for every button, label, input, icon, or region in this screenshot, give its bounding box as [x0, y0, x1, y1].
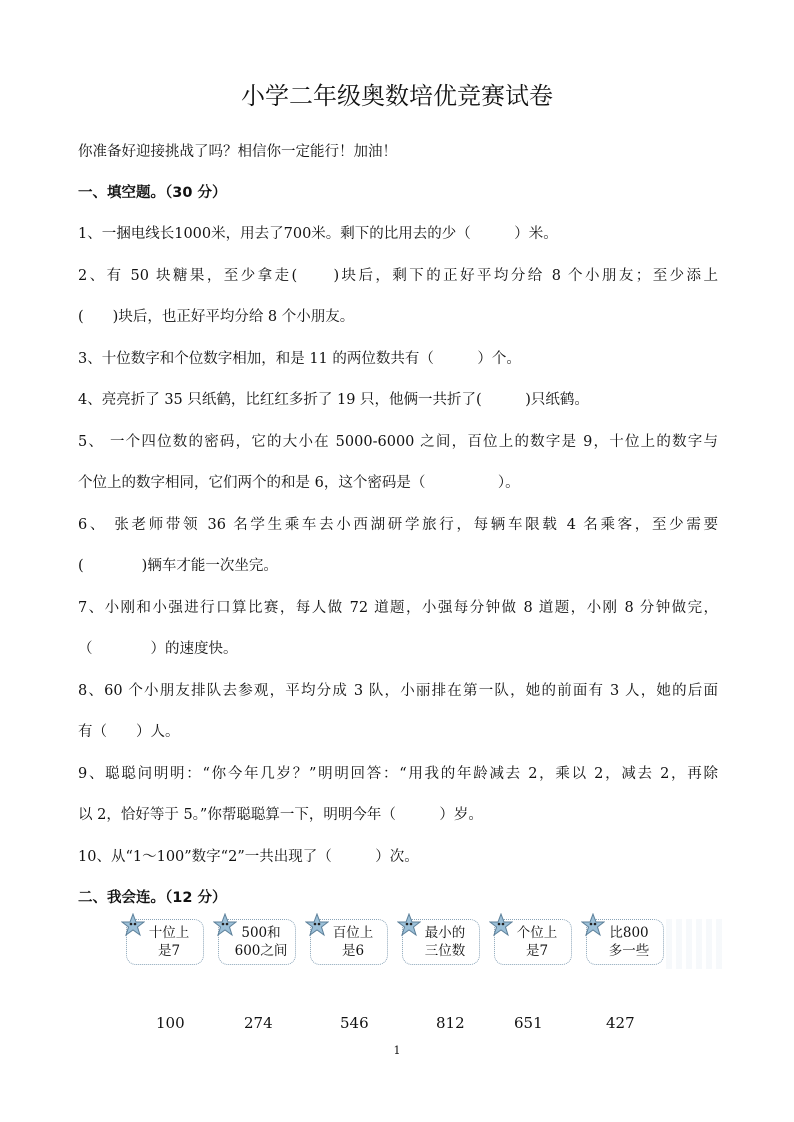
question-line: 6、 张老师带领 36 名学生乘车去小西湖研学旅行，每辆车限载 4 名乘客，至少需要: [78, 517, 718, 533]
page-number: 1: [393, 1044, 401, 1057]
question-line: 5、 一个四位数的密码，它的大小在 5000-6000 之间，百位上的数字是 9，十位上的数字与: [78, 434, 718, 450]
page-title: 小学二年级奥数培优竞赛试卷: [241, 82, 553, 110]
card-text: 十位上 是7: [148, 925, 190, 959]
card-text: 最小的 三位数: [424, 925, 466, 959]
section1-heading: 一、填空题。（30 分）: [78, 185, 227, 201]
match-card[interactable]: [310, 919, 388, 965]
question-line: 1、一捆电线长1000米，用去了700米。剩下的比用去的少（ ）米。: [78, 226, 558, 242]
match-number[interactable]: 546: [340, 1014, 369, 1032]
question-line: 9、聪聪问明明：“你今年几岁？”明明回答：“用我的年龄减去 2，乘以 2，减去 2，再除: [78, 766, 718, 782]
intro-text: 你准备好迎接挑战了吗？相信你一定能行！加油！: [78, 144, 397, 160]
match-number[interactable]: 100: [156, 1014, 185, 1032]
question-line: ( )辆车才能一次坐完。: [78, 558, 278, 574]
star-icon: [397, 913, 421, 937]
question-line: 以 2，恰好等于 5。”你帮聪聪算一下，明明今年（ ）岁。: [78, 807, 483, 823]
match-card[interactable]: [494, 919, 572, 965]
card-text: 百位上 是6: [332, 925, 374, 959]
question-line: 7、小刚和小强进行口算比赛，每人做 72 道题，小强每分钟做 8 道题，小刚 8 分钟做完，: [78, 600, 718, 616]
star-icon: [581, 913, 605, 937]
decorative-pattern: [666, 919, 726, 969]
match-card[interactable]: [126, 919, 204, 965]
match-number[interactable]: 651: [514, 1014, 543, 1032]
match-number[interactable]: 427: [606, 1014, 635, 1032]
card-text: 比800 多一些: [608, 925, 650, 959]
card-text: 500和 600之间: [234, 925, 288, 959]
section2-heading: 二、我会连。（12 分）: [78, 890, 227, 906]
star-icon: [305, 913, 329, 937]
match-number[interactable]: 812: [436, 1014, 465, 1032]
star-icon: [121, 913, 145, 937]
card-text: 个位上 是7: [516, 925, 558, 959]
card-row: [126, 919, 666, 967]
number-row: [0, 1014, 794, 1034]
question-line: 10、从“1～100”数字“2”一共出现了（ ）次。: [78, 849, 419, 865]
match-number[interactable]: 274: [244, 1014, 273, 1032]
question-line: （ ）的速度快。: [78, 641, 238, 657]
question-line: 2、有 50 块糖果，至少拿走( )块后，剩下的正好平均分给 8 个小朋友；至少添上: [78, 268, 718, 284]
star-icon: [213, 913, 237, 937]
question-line: ( )块后，也正好平均分给 8 个小朋友。: [78, 309, 355, 325]
question-line: 3、十位数字和个位数字相加，和是 11 的两位数共有（ ）个。: [78, 351, 521, 367]
match-card[interactable]: [218, 919, 296, 965]
question-line: 4、亮亮折了 35 只纸鹤，比红红多折了 19 只，他俩一共折了( )只纸鹤。: [78, 392, 589, 408]
star-icon: [489, 913, 513, 937]
question-line: 有（ ）人。: [78, 724, 180, 740]
match-card[interactable]: [402, 919, 480, 965]
match-card[interactable]: [586, 919, 664, 965]
question-line: 个位上的数字相同，它们两个的和是 6，这个密码是（ ）。: [78, 475, 520, 491]
question-line: 8、60 个小朋友排队去参观，平均分成 3 队，小丽排在第一队，她的前面有 3 人，她的后面: [78, 683, 718, 699]
